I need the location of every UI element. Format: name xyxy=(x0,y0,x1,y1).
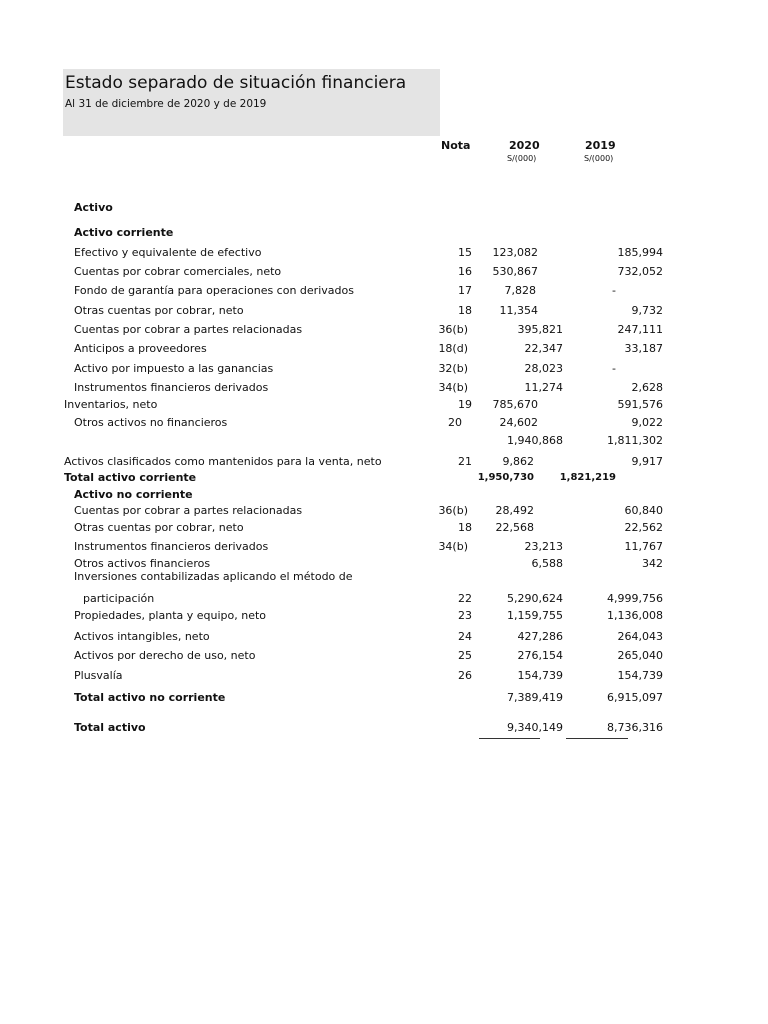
row-value-2019: 1,821,219 xyxy=(559,472,616,483)
row-value-2019: 154,739 xyxy=(617,669,663,682)
row-label: Activos por derecho de uso, neto xyxy=(74,649,256,662)
row-nota: 34(b) xyxy=(438,540,468,553)
row-value-2019: 1,136,008 xyxy=(607,609,663,622)
row-label: Activos clasificados como mantenidos para la venta, neto xyxy=(64,455,382,468)
row-value-2020: 785,670 xyxy=(492,398,538,411)
row-value-2020: 11,274 xyxy=(524,381,563,394)
row-value-2019: 185,994 xyxy=(617,246,663,259)
header-2020: 2020 xyxy=(509,139,540,152)
row-label: Activos intangibles, neto xyxy=(74,630,210,643)
row-value-2020: 11,354 xyxy=(499,304,538,317)
row-value-2019: 33,187 xyxy=(624,342,663,355)
row-nota: 18(d) xyxy=(438,342,468,355)
row-value-2020: 9,340,149 xyxy=(507,721,563,734)
row-value-2019: 265,040 xyxy=(617,649,663,662)
row-value-2020: 395,821 xyxy=(517,323,563,336)
row-value-2020: 1,940,868 xyxy=(507,434,563,447)
row-value-2020: 7,389,419 xyxy=(507,691,563,704)
row-value-2020: 5,290,624 xyxy=(507,592,563,605)
row-value-2019: 9,917 xyxy=(631,455,663,468)
row-label: Activo corriente xyxy=(74,226,174,239)
row-nota: 36(b) xyxy=(438,323,468,336)
row-nota: 18 xyxy=(458,521,472,534)
row-nota: 36(b) xyxy=(438,504,468,517)
row-label: Otras cuentas por cobrar, neto xyxy=(74,521,244,534)
row-value-2020: 1,950,730 xyxy=(477,472,534,483)
row-value-2019: 591,576 xyxy=(617,398,663,411)
row-label: Activo por impuesto a las ganancias xyxy=(74,362,274,375)
row-value-2019: 2,628 xyxy=(631,381,663,394)
row-nota: 26 xyxy=(458,669,472,682)
row-value-2019: 247,111 xyxy=(617,323,663,336)
row-value-2020: 24,602 xyxy=(499,416,538,429)
page-title: Estado separado de situación financiera xyxy=(65,73,407,93)
row-value-2020: 22,347 xyxy=(524,342,563,355)
total-underline-2019 xyxy=(566,738,628,739)
row-nota: 34(b) xyxy=(438,381,468,394)
row-label: Cuentas por cobrar a partes relacionadas xyxy=(74,323,303,336)
row-nota: 19 xyxy=(458,398,472,411)
row-value-2020: 22,568 xyxy=(495,521,534,534)
row-value-2020: 28,492 xyxy=(495,504,534,517)
row-value-2019: - xyxy=(612,362,616,375)
row-label: participación xyxy=(83,592,155,605)
row-label: Propiedades, planta y equipo, neto xyxy=(74,609,267,622)
row-value-2020: 427,286 xyxy=(517,630,563,643)
row-value-2019: 8,736,316 xyxy=(607,721,663,734)
row-value-2020: 7,828 xyxy=(504,284,536,297)
row-value-2020: 23,213 xyxy=(524,540,563,553)
row-value-2019: 11,767 xyxy=(624,540,663,553)
row-value-2019: 342 xyxy=(642,557,663,570)
row-nota: 15 xyxy=(458,246,472,259)
row-label: Inversiones contabilizadas aplicando el método de xyxy=(74,570,353,583)
header-nota: Nota xyxy=(441,139,471,152)
row-value-2019: 732,052 xyxy=(617,265,663,278)
row-value-2019: 1,811,302 xyxy=(607,434,663,447)
page-subtitle: Al 31 de diciembre de 2020 y de 2019 xyxy=(65,98,267,110)
row-nota: 18 xyxy=(458,304,472,317)
row-label: Anticipos a proveedores xyxy=(74,342,207,355)
row-nota: 20 xyxy=(448,416,462,429)
row-nota: 32(b) xyxy=(438,362,468,375)
row-value-2020: 530,867 xyxy=(492,265,538,278)
row-label: Instrumentos financieros derivados xyxy=(74,540,269,553)
row-label: Efectivo y equivalente de efectivo xyxy=(74,246,262,259)
row-value-2019: 264,043 xyxy=(617,630,663,643)
row-label: Total activo no corriente xyxy=(74,691,226,704)
row-label: Activo no corriente xyxy=(74,488,193,501)
row-value-2020: 276,154 xyxy=(517,649,563,662)
row-value-2020: 123,082 xyxy=(492,246,538,259)
row-nota: 23 xyxy=(458,609,472,622)
title-box xyxy=(63,69,440,136)
row-value-2020: 154,739 xyxy=(517,669,563,682)
row-nota: 25 xyxy=(458,649,472,662)
row-value-2019: 9,732 xyxy=(631,304,663,317)
row-value-2020: 9,862 xyxy=(502,455,534,468)
row-value-2019: 9,022 xyxy=(631,416,663,429)
row-value-2019: 22,562 xyxy=(624,521,663,534)
row-value-2019: - xyxy=(612,284,616,297)
row-nota: 21 xyxy=(458,455,472,468)
unit-2020: S/(000) xyxy=(507,154,537,163)
row-label: Total activo xyxy=(74,721,146,734)
row-label: Otras cuentas por cobrar, neto xyxy=(74,304,244,317)
row-value-2020: 6,588 xyxy=(531,557,563,570)
total-underline-2020 xyxy=(479,738,540,739)
row-label: Activo xyxy=(74,201,113,214)
row-label: Total activo corriente xyxy=(64,471,197,484)
row-label: Fondo de garantía para operaciones con derivados xyxy=(74,284,354,297)
row-label: Plusvalía xyxy=(74,669,123,682)
row-value-2019: 60,840 xyxy=(624,504,663,517)
row-label: Otros activos no financieros xyxy=(74,416,228,429)
row-nota: 16 xyxy=(458,265,472,278)
row-label: Cuentas por cobrar comerciales, neto xyxy=(74,265,282,278)
row-nota: 24 xyxy=(458,630,472,643)
row-value-2020: 28,023 xyxy=(524,362,563,375)
row-label: Cuentas por cobrar a partes relacionadas xyxy=(74,504,303,517)
row-nota: 22 xyxy=(458,592,472,605)
row-value-2019: 6,915,097 xyxy=(607,691,663,704)
row-label: Otros activos financieros xyxy=(74,557,211,570)
row-label: Inventarios, neto xyxy=(64,398,158,411)
unit-2019: S/(000) xyxy=(584,154,614,163)
row-value-2019: 4,999,756 xyxy=(607,592,663,605)
header-2019: 2019 xyxy=(585,139,616,152)
row-label: Instrumentos financieros derivados xyxy=(74,381,269,394)
row-value-2020: 1,159,755 xyxy=(507,609,563,622)
row-nota: 17 xyxy=(458,284,472,297)
